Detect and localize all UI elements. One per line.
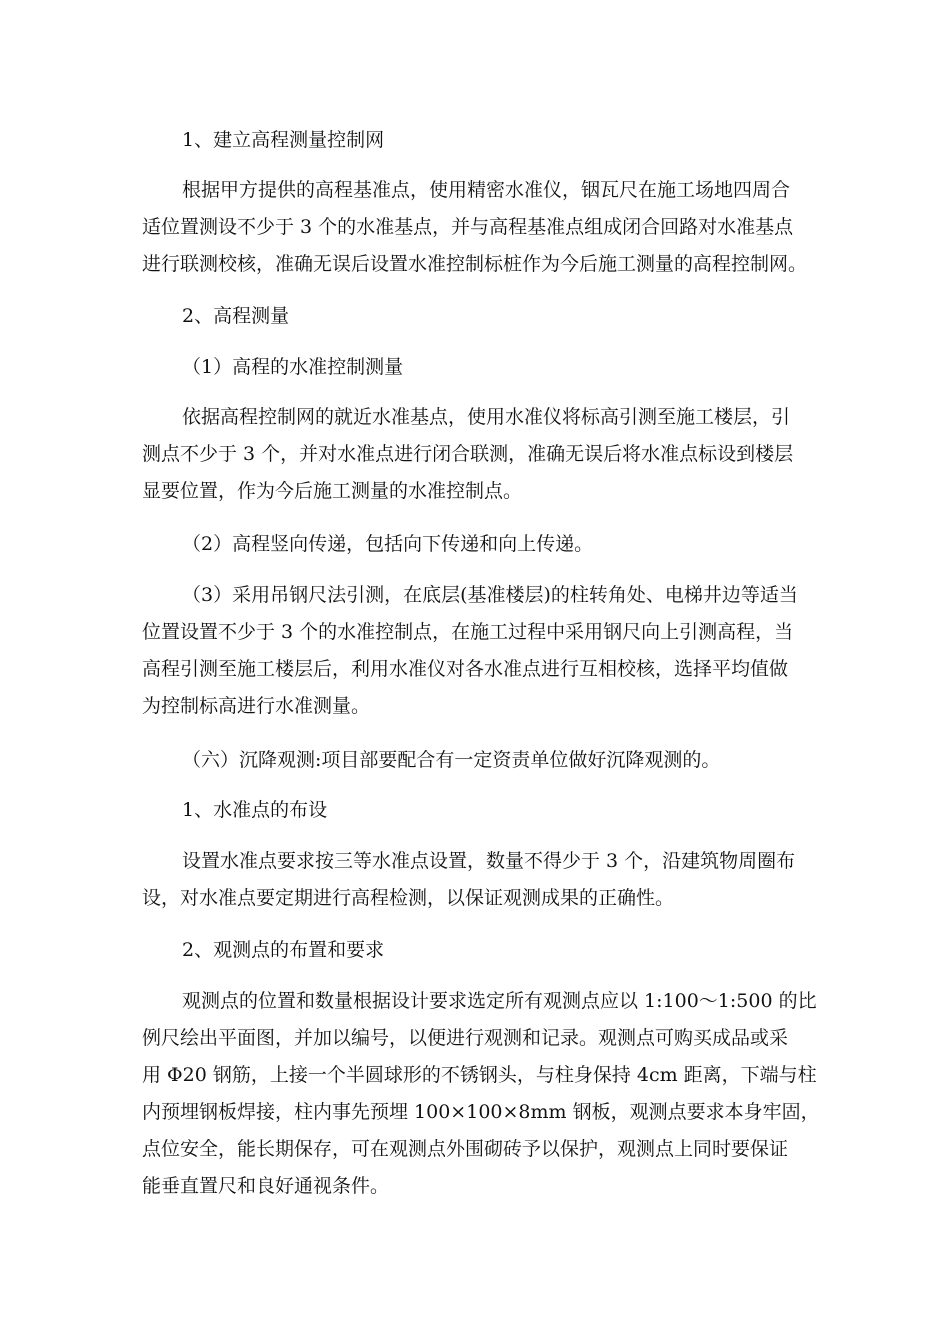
text-line: （1）高程的水准控制测量: [182, 356, 404, 378]
text-line: 2、高程测量: [182, 305, 290, 327]
text-line: 点位安全，能长期保存，可在观测点外围砌砖予以保护，观测点上同时要保证: [142, 1138, 789, 1160]
text-line: 用 Φ20 钢筋，上接一个半圆球形的不锈钢头，与柱身保持 4cm 距离，下端与柱: [142, 1064, 817, 1086]
text-line: 1、水准点的布设: [182, 799, 328, 821]
text-line: 内预埋钢板焊接，柱内事先预埋 100×100×8mm 钢板，观测点要求本身牢固，: [142, 1101, 820, 1123]
text-line: （3）采用吊钢尺法引测，在底层(基准楼层)的柱转角处、电梯井边等适当: [182, 584, 798, 606]
heading-benchmark-layout: [142, 792, 807, 829]
text-line: 例尺绘出平面图，并加以编号，以便进行观测和记录。观测点可购买成品或采: [142, 1027, 789, 1049]
text-line: 显要位置，作为今后施工测量的水准控制点。: [142, 480, 523, 502]
subheading-leveling-control: [142, 349, 807, 386]
paragraph-steel-tape-method: [142, 577, 807, 725]
paragraph-benchmark-layout: [142, 843, 807, 917]
text-line: （2）高程竖向传递，包括向下传递和向上传递。: [182, 533, 594, 555]
heading-observation-points: [142, 932, 807, 969]
heading-elevation-survey: [142, 298, 807, 335]
paragraph-benchmark-setup: [142, 172, 807, 283]
text-line: 适位置测设不少于 3 个的水准基点，并与高程基准点组成闭合回路对水准基点: [142, 216, 794, 238]
text-line: 根据甲方提供的高程基准点，使用精密水准仪，铟瓦尺在施工场地四周合: [182, 179, 791, 201]
text-line: 2、观测点的布置和要求: [182, 939, 385, 961]
heading-settlement-observation: [142, 742, 807, 779]
text-line: 观测点的位置和数量根据设计要求选定所有观测点应以 1:100～1:500 的比: [182, 990, 817, 1012]
text-line: 依据高程控制网的就近水准基点，使用水准仪将标高引测至施工楼层，引: [182, 406, 791, 428]
text-line: （六）沉降观测:项目部要配合有一定资责单位做好沉降观测的。: [182, 749, 721, 771]
heading-establish-elevation-network: [142, 122, 807, 159]
text-line: 高程引测至施工楼层后，利用水准仪对各水准点进行互相校核，选择平均值做: [142, 658, 789, 680]
text-line: 位置设置不少于 3 个的水准控制点，在施工过程中采用钢尺向上引测高程，当: [142, 621, 794, 643]
text-line: 为控制标高进行水准测量。: [142, 695, 371, 717]
text-line: 1、建立高程测量控制网: [182, 129, 385, 151]
paragraph-observation-points: [142, 983, 820, 1205]
text-line: 设置水准点要求按三等水准点设置，数量不得少于 3 个，沿建筑物周圈布: [182, 850, 796, 872]
text-line: 能垂直置尺和良好通视条件。: [142, 1175, 390, 1197]
text-line: 测点不少于 3 个，并对水准点进行闭合联测，准确无误后将水准点标设到楼层: [142, 443, 794, 465]
paragraph-vertical-transfer: [142, 526, 807, 563]
text-line: 进行联测校核，准确无误后设置水准控制标桩作为今后施工测量的高程控制网。: [142, 253, 808, 275]
text-line: 设，对水准点要定期进行高程检测，以保证观测成果的正确性。: [142, 887, 675, 909]
paragraph-leveling-control: [142, 399, 807, 510]
